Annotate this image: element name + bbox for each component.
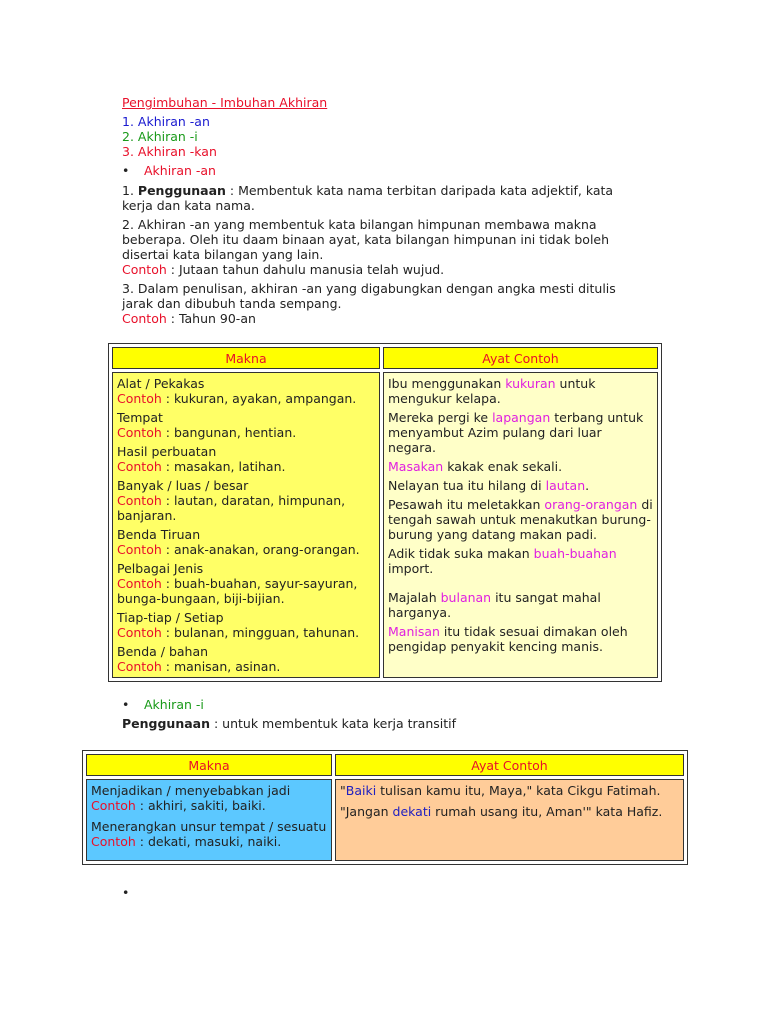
paragraph-usage-i: Penggunaan : untuk membentuk kata kerja transitif <box>122 716 457 731</box>
example-sentence: Ibu menggunakan kukuran untuk mengukur kelapa. <box>388 376 596 406</box>
section-an-body <box>122 183 642 330</box>
table-body-row <box>86 779 684 861</box>
section-i-body <box>122 716 642 735</box>
makna-item: Benda Tiruan Contoh : anak-anakan, orang-orangan. <box>117 527 360 557</box>
toc-item-kan[interactable]: 3. Akhiran -kan <box>122 144 217 159</box>
table-header-row <box>86 754 684 776</box>
toc-item-i[interactable]: 2. Akhiran -i <box>122 129 198 144</box>
header-ayat-contoh: Ayat Contoh <box>383 347 658 369</box>
example-sentence: Adik tidak suka makan buah-buahan import. <box>388 546 617 576</box>
makna-cell <box>112 372 380 678</box>
example-sentence: Mereka pergi ke lapangan terbang untuk menyambut Azim pulang dari luar negara. <box>388 410 644 455</box>
header-ayat-contoh: Ayat Contoh <box>335 754 684 776</box>
ayat-contoh-cell <box>335 779 684 861</box>
example-sentence: Nelayan tua itu hilang di lautan. <box>388 478 590 493</box>
makna-item: Alat / Pekakas Contoh : kukuran, ayakan, ampangan. <box>117 376 357 406</box>
bullet-icon: • <box>122 885 130 900</box>
makna-item: Pelbagai Jenis Contoh : buah-buahan, sayur-sayuran, bunga-bungaan, biji-bijian. <box>117 561 358 606</box>
example-sentence: Masakan kakak enak sekali. <box>388 459 563 474</box>
makna-item: Benda / bahan Contoh : manisan, asinan. <box>117 644 281 674</box>
section-heading-an <box>122 163 216 178</box>
example-sentence: Pesawah itu meletakkan orang-orangan di tengah sawah untuk menakutkan burung-burung yang datang makan padi. <box>388 497 653 542</box>
example-sentence: "Baiki tulisan kamu itu, Maya," kata Cikgu Fatimah. <box>340 783 661 798</box>
header-makna: Makna <box>86 754 332 776</box>
ayat-contoh-cell <box>383 372 658 678</box>
paragraph-usage: 1. Penggunaan : Membentuk kata nama terbitan daripada kata adjektif, kata kerja dan kata nama. <box>122 183 614 213</box>
makna-cell <box>86 779 332 861</box>
makna-item: Banyak / luas / besar Contoh : lautan, daratan, himpunan, banjaran. <box>117 478 346 523</box>
toc-item-an[interactable]: 1. Akhiran -an <box>122 114 210 129</box>
makna-item: Tiap-tiap / Setiap Contoh : bulanan, mingguan, tahunan. <box>117 610 360 640</box>
makna-item: Menjadikan / menyebabkan jadi Contoh : akhiri, sakiti, baiki. <box>91 783 291 813</box>
table-akhiran-an <box>108 343 662 682</box>
table-header-row <box>112 347 658 369</box>
bullet-icon: • <box>122 163 130 178</box>
makna-item: Tempat Contoh : bangunan, hentian. <box>117 410 297 440</box>
bullet-icon: • <box>122 697 130 712</box>
paragraph-numerals: 3. Dalam penulisan, akhiran -an yang digabungkan dengan angka mesti ditulis jarak dan dibubuh tanda sempang. Contoh : Tahun 90-an <box>122 281 616 326</box>
example-sentence: Manisan itu tidak sesuai dimakan oleh pengidap penyakit kencing manis. <box>388 624 628 654</box>
example-sentence: "Jangan dekati rumah usang itu, Aman'" kata Hafiz. <box>340 804 663 819</box>
paragraph-collective: 2. Akhiran -an yang membentuk kata bilangan himpunan membawa makna beberapa. Oleh itu daam binaan ayat, kata bilangan himpunan ini tidak boleh disertai kata bilangan yang lain. Contoh : Jutaan tahun dahulu manusia telah wujud. <box>122 217 610 277</box>
page-title[interactable]: Pengimbuhan - Imbuhan Akhiran <box>122 95 328 110</box>
header-makna: Makna <box>112 347 380 369</box>
makna-item: Hasil perbuatan Contoh : masakan, latihan. <box>117 444 286 474</box>
table-akhiran-i <box>82 750 688 865</box>
section-heading-an-label: Akhiran -an <box>144 163 216 178</box>
table-body-row <box>112 372 658 678</box>
makna-item: Menerangkan unsur tempat / sesuatu Contoh : dekati, masuki, naiki. <box>91 819 327 849</box>
section-heading-i-label: Akhiran -i <box>144 697 204 712</box>
example-sentence: Majalah bulanan itu sangat mahal harganya. <box>388 590 601 620</box>
table-of-contents <box>122 114 217 159</box>
section-heading-i <box>122 697 204 712</box>
